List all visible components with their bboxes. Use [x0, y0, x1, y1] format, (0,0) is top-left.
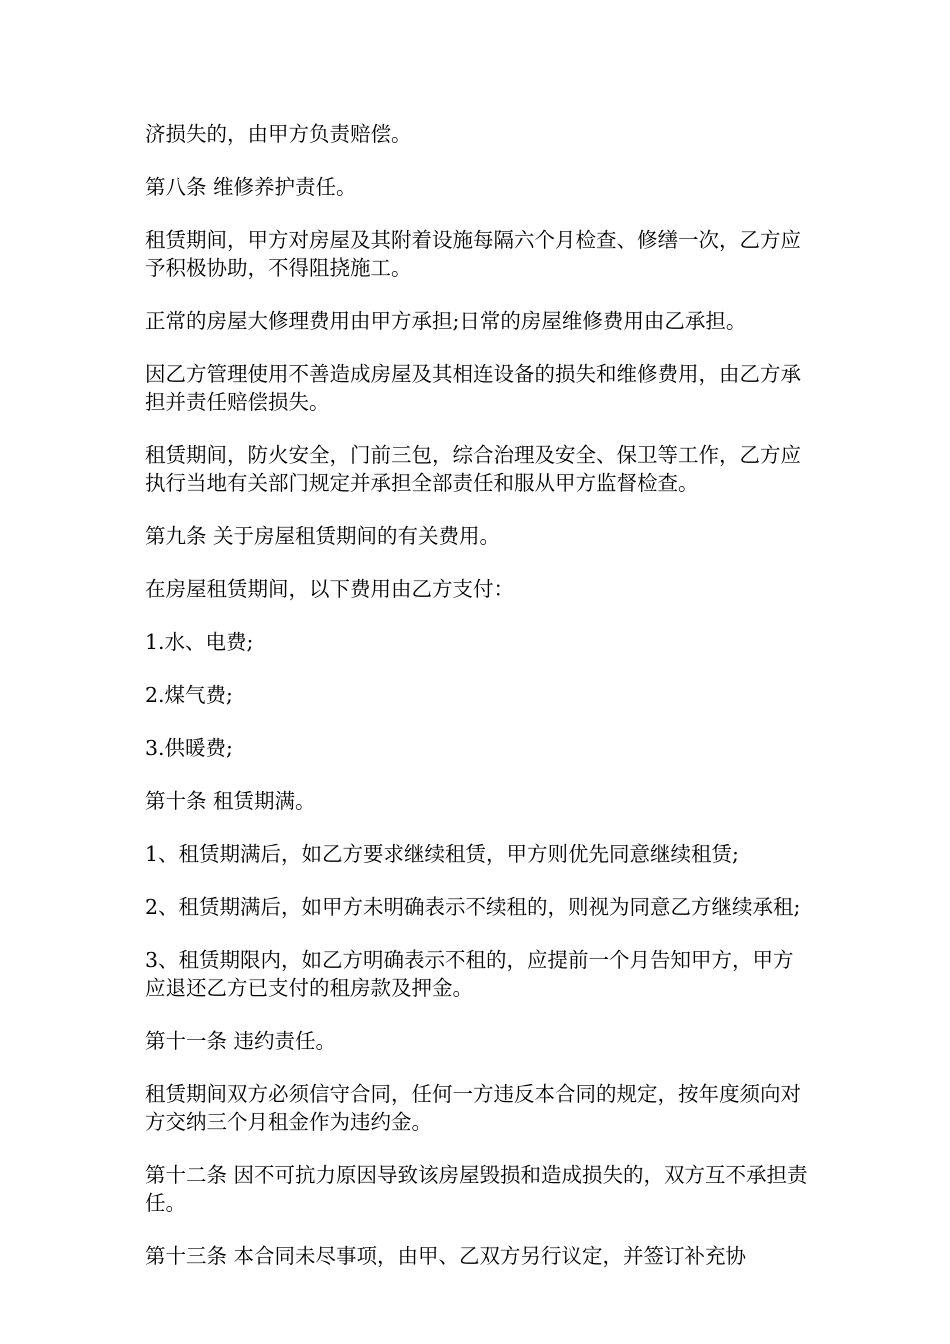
- document-body: [145, 120, 810, 1295]
- list-item: 1.水、电费;: [145, 630, 254, 654]
- section-heading: 第十三条 本合同未尽事项，由甲、乙双方另行议定，并签订补充协: [145, 1244, 747, 1268]
- list-item: 2、租赁期满后，如甲方未明确表示不续租的，则视为同意乙方继续承租;: [145, 895, 801, 919]
- section-heading: 第九条 关于房屋租赁期间的有关费用。: [145, 524, 501, 548]
- list-item: 2.煤气费;: [145, 683, 233, 707]
- section-heading: 第十二条 因不可抗力原因导致该房屋毁损和造成损失的，双方互不承担责任。: [145, 1163, 808, 1215]
- paragraph: 济损失的，由甲方负责赔偿。: [145, 122, 412, 146]
- list-item: 1、租赁期满后，如乙方要求继续租赁，甲方则优先同意继续租赁;: [145, 842, 739, 866]
- list-item: 3.供暖费;: [145, 736, 233, 760]
- paragraph: 租赁期间，甲方对房屋及其附着设施每隔六个月检查、修缮一次，乙方应予积极协助，不得阻挠施工。: [145, 228, 801, 280]
- list-item: 3、租赁期限内，如乙方明确表示不租的，应提前一个月告知甲方，甲方应退还乙方已支付的租房款及押金。: [145, 948, 794, 1000]
- section-heading: 第十条 租赁期满。: [145, 789, 316, 813]
- paragraph: 因乙方管理使用不善造成房屋及其相连设备的损失和维修费用，由乙方承担并责任赔偿损失。: [145, 362, 801, 414]
- paragraph: 在房屋租赁期间，以下费用由乙方支付：: [145, 577, 514, 601]
- section-heading: 第十一条 违约责任。: [145, 1029, 337, 1053]
- paragraph: 租赁期间双方必须信守合同，任何一方违反本合同的规定，按年度须向对方交纳三个月租金作为违约金。: [145, 1082, 801, 1134]
- paragraph: 正常的房屋大修理费用由甲方承担;日常的房屋维修费用由乙承担。: [145, 309, 747, 333]
- paragraph: 租赁期间，防火安全，门前三包，综合治理及安全、保卫等工作，乙方应执行当地有关部门规定并承担全部责任和服从甲方监督检查。: [145, 443, 801, 495]
- section-heading: 第八条 维修养护责任。: [145, 175, 357, 199]
